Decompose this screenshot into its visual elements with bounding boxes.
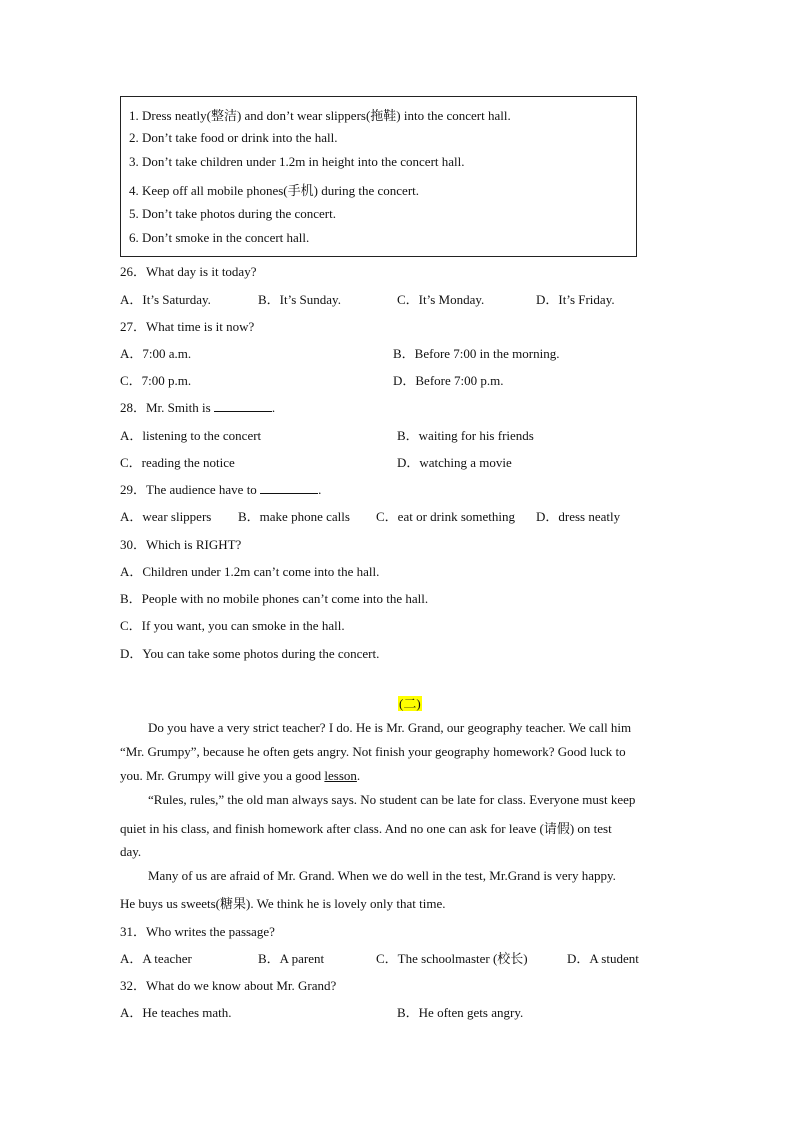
q28-option-c: C．reading the notice — [120, 455, 235, 470]
q29-stem-text: 29．The audience have to — [120, 482, 261, 497]
q29-option-c: C．eat or drink something — [376, 509, 516, 524]
q30-option-a: A．Children under 1.2m can’t come into the hall. — [120, 564, 380, 579]
rule-2: 2. Don’t take food or drink into the hall. — [129, 130, 338, 145]
q32-option-b: B．He often gets angry. — [397, 1005, 524, 1020]
passage-text: . — [356, 768, 361, 783]
q27-option-d: D．Before 7:00 p.m. — [393, 373, 504, 388]
question-28-stem — [120, 397, 275, 416]
underlined-word: lesson — [324, 768, 357, 783]
q26-option-d: D．It’s Friday. — [536, 292, 615, 307]
q29-option-b: B．make phone calls — [238, 509, 350, 524]
q30-option-c: C．If you want, you can smoke in the hall. — [120, 618, 345, 633]
q27-option-a: A．7:00 a.m. — [120, 346, 192, 361]
q28-stem-text: 28．Mr. Smith is — [120, 400, 214, 415]
answer-blank — [214, 401, 272, 412]
answer-blank — [260, 483, 318, 494]
passage-line: day. — [120, 844, 142, 859]
passage-line: “Rules, rules,” the old man always says. No student can be late for class. Everyone must keep — [148, 792, 636, 807]
q26-option-a: A．It’s Saturday. — [120, 292, 211, 307]
q29-stem-end: . — [318, 482, 322, 497]
q28-option-b: B．waiting for his friends — [397, 428, 534, 443]
question-30-stem: 30．Which is RIGHT? — [120, 537, 242, 552]
question-29-stem — [120, 479, 321, 498]
q27-option-c: C．7:00 p.m. — [120, 373, 192, 388]
rule-5: 5. Don’t take photos during the concert. — [129, 206, 336, 221]
q28-option-d: D．watching a movie — [397, 455, 512, 470]
q26-option-b: B．It’s Sunday. — [258, 292, 341, 307]
question-27-stem: 27．What time is it now? — [120, 319, 255, 334]
passage-line: He buys us sweets(糖果). We think he is lovely only that time. — [120, 896, 446, 911]
question-32-stem: 32．What do we know about Mr. Grand? — [120, 978, 337, 993]
concert-rules-box — [120, 96, 637, 257]
q31-option-a: A．A teacher — [120, 951, 192, 966]
question-26-stem: 26．What day is it today? — [120, 264, 257, 279]
passage-line: quiet in his class, and finish homework after class. And no one can ask for leave (请假) on test — [120, 821, 612, 836]
passage-line: Many of us are afraid of Mr. Grand. When we do well in the test, Mr.Grand is very happy. — [148, 868, 616, 883]
q31-option-c: C．The schoolmaster (校长) — [376, 951, 528, 966]
rule-3: 3. Don’t take children under 1.2m in height into the concert hall. — [129, 154, 465, 169]
q28-option-a: A．listening to the concert — [120, 428, 262, 443]
q26-option-c: C．It’s Monday. — [397, 292, 485, 307]
rule-6: 6. Don’t smoke in the concert hall. — [129, 230, 310, 245]
q30-option-b: B．People with no mobile phones can’t come into the hall. — [120, 591, 429, 606]
section-number: (二) — [399, 696, 421, 711]
passage-line: Do you have a very strict teacher? I do. He is Mr. Grand, our geography teacher. We call him — [148, 720, 632, 735]
rule-1: 1. Dress neatly(整洁) and don’t wear slippers(拖鞋) into the concert hall. — [129, 108, 511, 123]
q32-option-a: A．He teaches math. — [120, 1005, 232, 1020]
q29-option-a: A．wear slippers — [120, 509, 212, 524]
q29-option-d: D．dress neatly — [536, 509, 621, 524]
q31-option-d: D．A student — [567, 951, 639, 966]
rule-4: 4. Keep off all mobile phones(手机) during the concert. — [129, 183, 420, 198]
passage-text: you. Mr. Grumpy will give you a good — [120, 768, 325, 783]
question-31-stem: 31．Who writes the passage? — [120, 924, 275, 939]
passage-line: “Mr. Grumpy”, because he often gets angry. Not finish your geography homework? Good luck to — [120, 744, 626, 759]
section-heading — [398, 693, 422, 712]
q28-stem-end: . — [271, 400, 276, 415]
q31-option-b: B．A parent — [258, 951, 325, 966]
q30-option-d: D．You can take some photos during the concert. — [120, 646, 380, 661]
q27-option-b: B．Before 7:00 in the morning. — [393, 346, 560, 361]
passage-line — [120, 768, 680, 784]
